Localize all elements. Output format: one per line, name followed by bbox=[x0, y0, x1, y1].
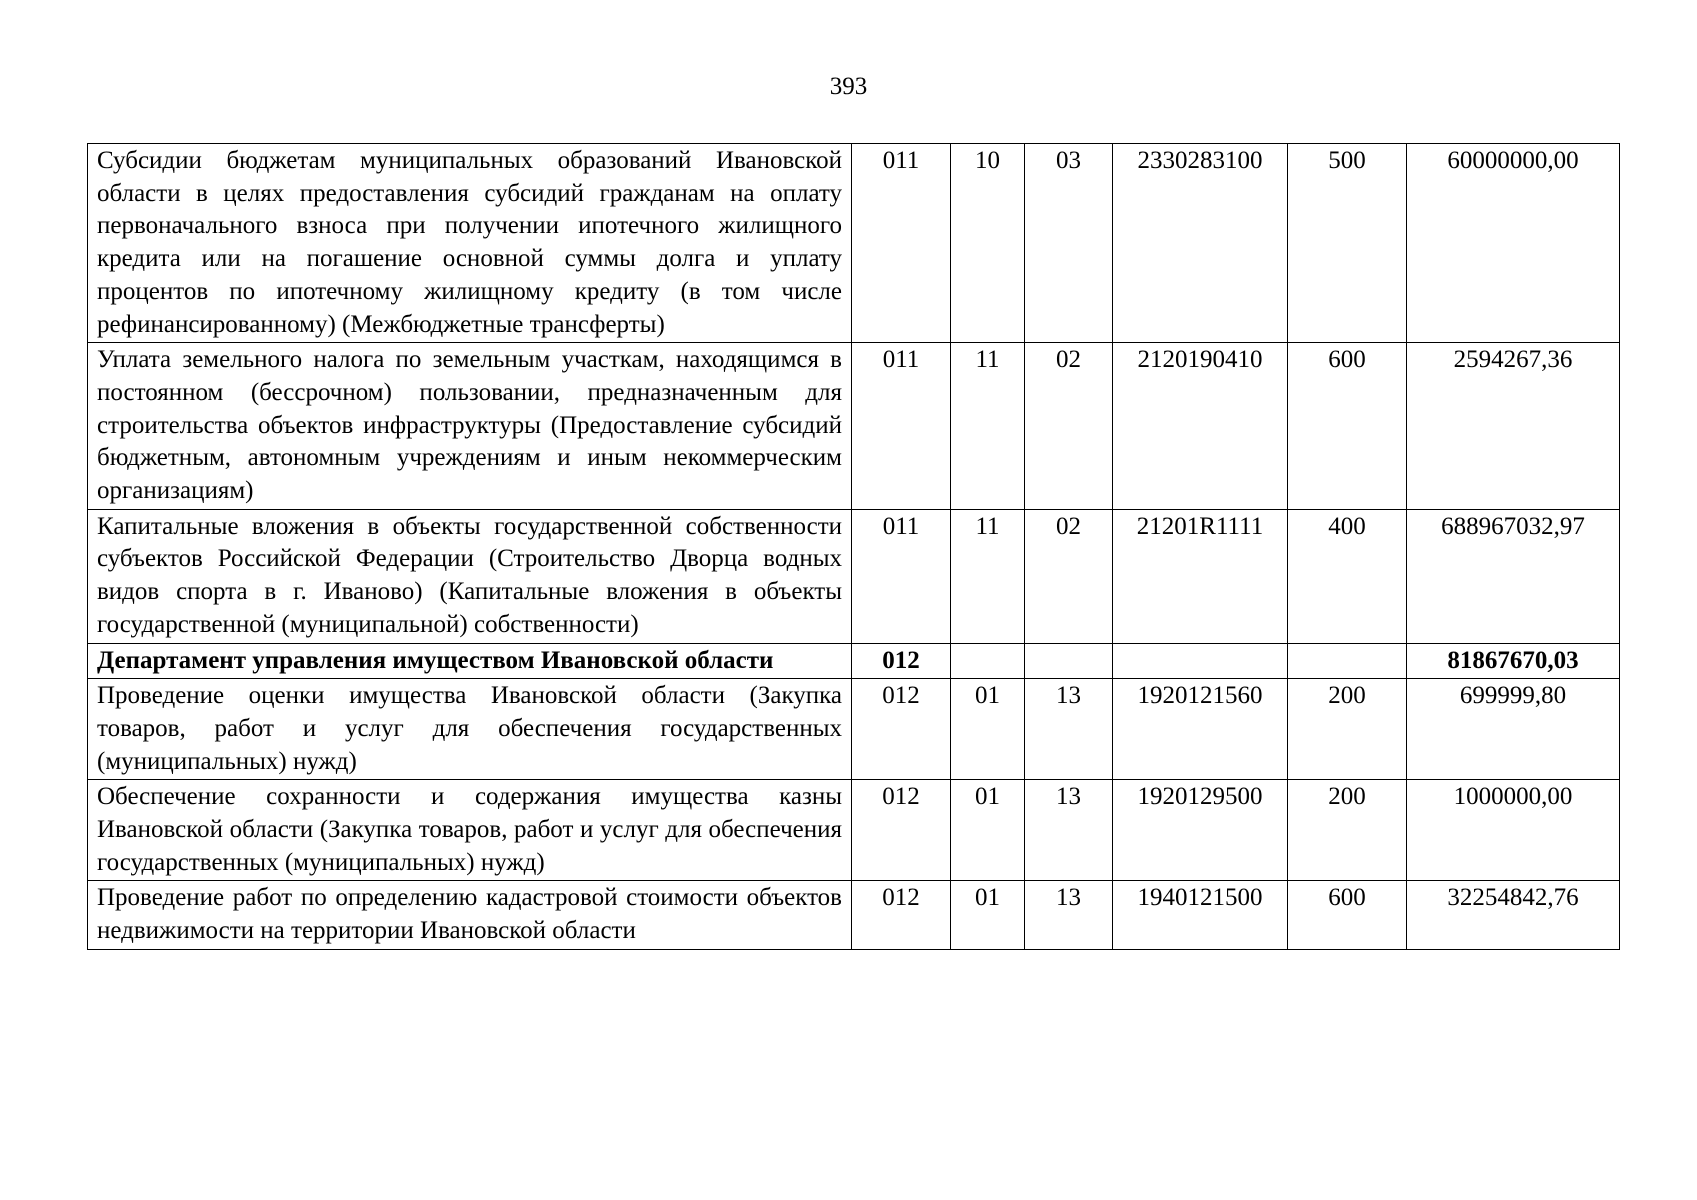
subsection-code-cell: 13 bbox=[1025, 881, 1113, 949]
subsection-code-cell: 13 bbox=[1025, 780, 1113, 881]
table-row bbox=[88, 780, 1620, 881]
subsection-code-cell: 03 bbox=[1025, 144, 1113, 343]
table-row bbox=[88, 679, 1620, 780]
target-article-cell: 1920121560 bbox=[1113, 679, 1288, 780]
section-code-cell: 11 bbox=[951, 509, 1025, 643]
ministry-code-cell: 012 bbox=[852, 643, 951, 679]
section-code-cell: 11 bbox=[951, 343, 1025, 510]
expense-type-cell: 400 bbox=[1288, 509, 1407, 643]
section-code-cell: 01 bbox=[951, 679, 1025, 780]
subsection-code-cell: 02 bbox=[1025, 343, 1113, 510]
subsection-code-cell bbox=[1025, 643, 1113, 679]
expense-type-cell bbox=[1288, 643, 1407, 679]
amount-cell: 32254842,76 bbox=[1407, 881, 1620, 949]
ministry-code-cell: 011 bbox=[852, 144, 951, 343]
target-article-cell: 2330283100 bbox=[1113, 144, 1288, 343]
section-code-cell bbox=[951, 643, 1025, 679]
expense-type-cell: 600 bbox=[1288, 343, 1407, 510]
expense-type-cell: 500 bbox=[1288, 144, 1407, 343]
table-row bbox=[88, 881, 1620, 949]
expense-name-cell: Проведение оценки имущества Ивановской области (Закупка товаров, работ и услуг для обеспечения государственных (муниципальных) нужд) bbox=[88, 679, 852, 780]
ministry-code-cell: 011 bbox=[852, 509, 951, 643]
expense-type-cell: 600 bbox=[1288, 881, 1407, 949]
amount-cell: 1000000,00 bbox=[1407, 780, 1620, 881]
subsection-code-cell: 13 bbox=[1025, 679, 1113, 780]
amount-cell: 688967032,97 bbox=[1407, 509, 1620, 643]
expense-name-cell: Уплата земельного налога по земельным участкам, находящимся в постоянном (бессрочном) пользовании, предназначенным для строительства объектов инфраструктуры (Предоставление субсидий бюджетным, автономным учреждениям и иным некоммерческим организациям) bbox=[88, 343, 852, 510]
expense-type-cell: 200 bbox=[1288, 679, 1407, 780]
target-article-cell: 1920129500 bbox=[1113, 780, 1288, 881]
amount-cell: 60000000,00 bbox=[1407, 144, 1620, 343]
page-number: 393 bbox=[829, 73, 868, 100]
ministry-code-cell: 012 bbox=[852, 881, 951, 949]
section-code-cell: 01 bbox=[951, 780, 1025, 881]
expense-name-cell: Капитальные вложения в объекты государственной собственности субъектов Российской Федерации (Строительство Дворца водных видов спорта в г. Иваново) (Капитальные вложения в объекты государственной (муниципальной) собственности) bbox=[88, 509, 852, 643]
target-article-cell: 21201R1111 bbox=[1113, 509, 1288, 643]
expense-type-cell: 200 bbox=[1288, 780, 1407, 881]
ministry-code-cell: 012 bbox=[852, 679, 951, 780]
target-article-cell bbox=[1113, 643, 1288, 679]
department-total-row bbox=[88, 643, 1620, 679]
expense-name-cell: Субсидии бюджетам муниципальных образований Ивановской области в целях предоставления субсидий гражданам на оплату первоначального взноса при получении ипотечного жилищного кредита или на погашение основной суммы долга и уплату процентов по ипотечному жилищному кредиту (в том числе рефинансированному) (Межбюджетные трансферты) bbox=[88, 144, 852, 343]
table-row bbox=[88, 343, 1620, 510]
section-code-cell: 01 bbox=[951, 881, 1025, 949]
section-code-cell: 10 bbox=[951, 144, 1025, 343]
expense-name-cell: Департамент управления имуществом Ивановской области bbox=[88, 643, 852, 679]
table-row bbox=[88, 144, 1620, 343]
budget-table bbox=[87, 143, 1620, 950]
subsection-code-cell: 02 bbox=[1025, 509, 1113, 643]
table-body bbox=[88, 144, 1620, 950]
ministry-code-cell: 012 bbox=[852, 780, 951, 881]
table-row bbox=[88, 509, 1620, 643]
amount-cell: 81867670,03 bbox=[1407, 643, 1620, 679]
amount-cell: 699999,80 bbox=[1407, 679, 1620, 780]
amount-cell: 2594267,36 bbox=[1407, 343, 1620, 510]
expense-name-cell: Обеспечение сохранности и содержания имущества казны Ивановской области (Закупка товаров, работ и услуг для обеспечения государственных (муниципальных) нужд) bbox=[88, 780, 852, 881]
expense-name-cell: Проведение работ по определению кадастровой стоимости объектов недвижимости на территории Ивановской области bbox=[88, 881, 852, 949]
ministry-code-cell: 011 bbox=[852, 343, 951, 510]
target-article-cell: 2120190410 bbox=[1113, 343, 1288, 510]
target-article-cell: 1940121500 bbox=[1113, 881, 1288, 949]
